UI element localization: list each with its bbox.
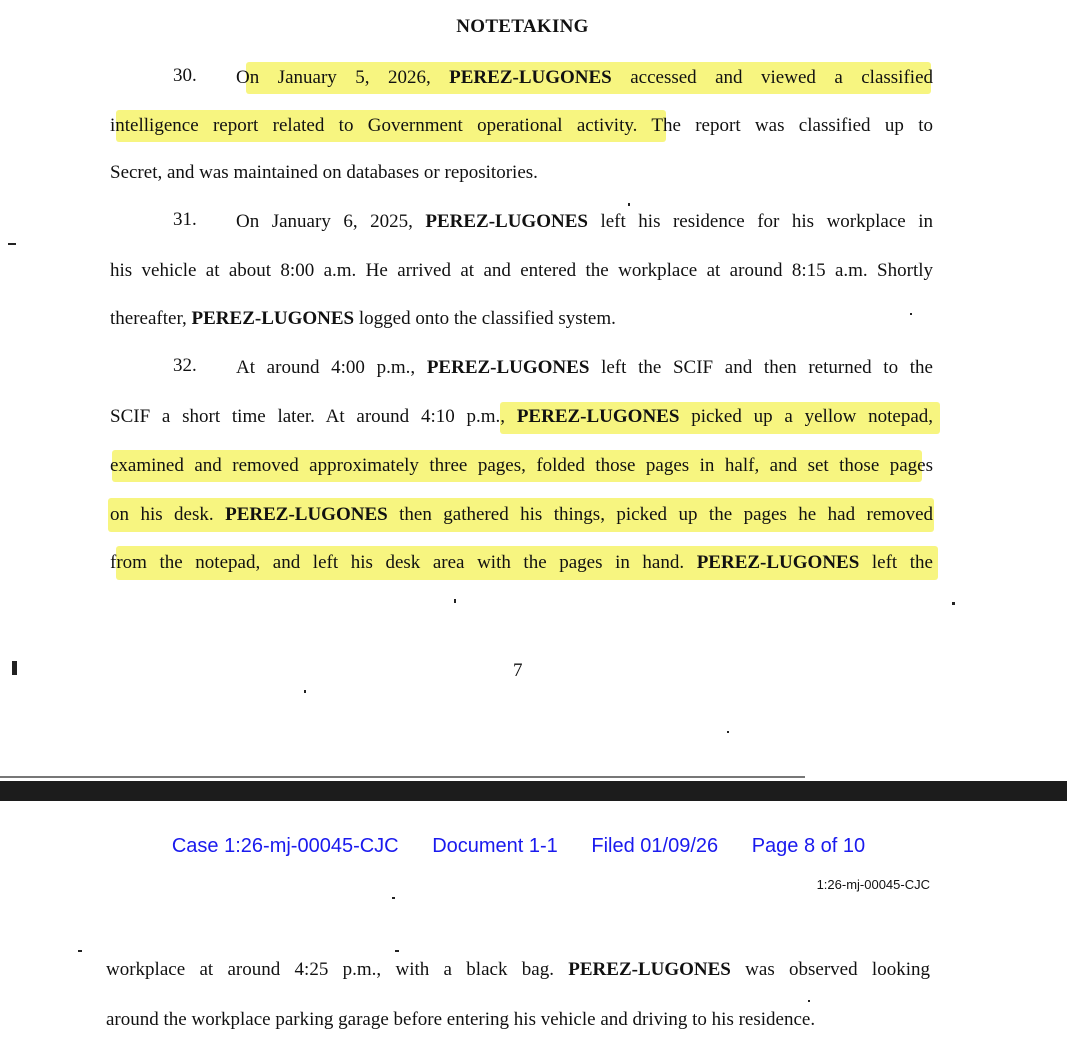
case-number: Case 1:26-mj-00045-CJC [171,835,399,857]
paragraph-31-line-2: his vehicle at about 8:00 a.m. He arrived at and entered the workplace at around 8:15 a.m. Shortly [110,260,933,281]
page-break-bar [0,781,1067,801]
scan-speck [12,661,17,675]
paragraph-32-line-1: At around 4:00 p.m., PEREZ-LUGONES left the SCIF and then returned to the [236,357,933,378]
paragraph-31-line-3: thereafter, PEREZ-LUGONES logged onto the classified system. [110,308,616,329]
page-break-line [0,776,805,778]
scan-speck [8,243,16,245]
paragraph-number: 31. [173,209,197,230]
paragraph-32-line-4: on his desk. PEREZ-LUGONES then gathered his things, picked up the pages he had removed [110,504,934,525]
next-page-line-2: around the workplace parking garage before entering his vehicle and driving to his residence. [106,1009,816,1030]
case-id-small: 1:26-mj-00045-CJC [816,877,930,892]
page-number: 7 [513,660,523,681]
document-number: Document 1-1 [432,835,558,857]
section-heading: NOTETAKING [456,16,589,37]
scan-speck [727,731,729,733]
paragraph-30-line-2: intelligence report related to Government operational activity. The report was classified up to [110,115,933,136]
scan-speck [395,950,399,952]
court-header [0,835,1037,858]
paragraph-number: 32. [173,355,197,376]
next-page-line-1: workplace at around 4:25 p.m., with a black bag. PEREZ-LUGONES was observed looking [106,959,930,980]
page-count: Page 8 of 10 [751,835,866,857]
scan-speck [808,1000,810,1002]
paragraph-31-line-1: On January 6, 2025, PEREZ-LUGONES left his residence for his workplace in [236,211,933,232]
scan-speck [628,203,630,206]
filed-date: Filed 01/09/26 [591,835,719,857]
paragraph-32-line-5: from the notepad, and left his desk area with the pages in hand. PEREZ-LUGONES left the [110,552,933,573]
scan-speck [952,602,955,605]
scan-speck [454,599,456,603]
scan-speck [392,897,395,899]
paragraph-number: 30. [173,65,197,86]
paragraph-30-line-1: On January 5, 2026, PEREZ-LUGONES accessed and viewed a classified [236,67,933,88]
paragraph-30-line-3: Secret, and was maintained on databases or repositories. [110,162,538,183]
paragraph-32-line-2: SCIF a short time later. At around 4:10 p.m., PEREZ-LUGONES picked up a yellow notepad, [110,406,934,427]
scan-speck [304,690,306,693]
scan-speck [78,950,82,952]
paragraph-32-line-3: examined and removed approximately three pages, folded those pages in half, and set those pages [110,455,933,476]
scan-speck [910,313,912,315]
